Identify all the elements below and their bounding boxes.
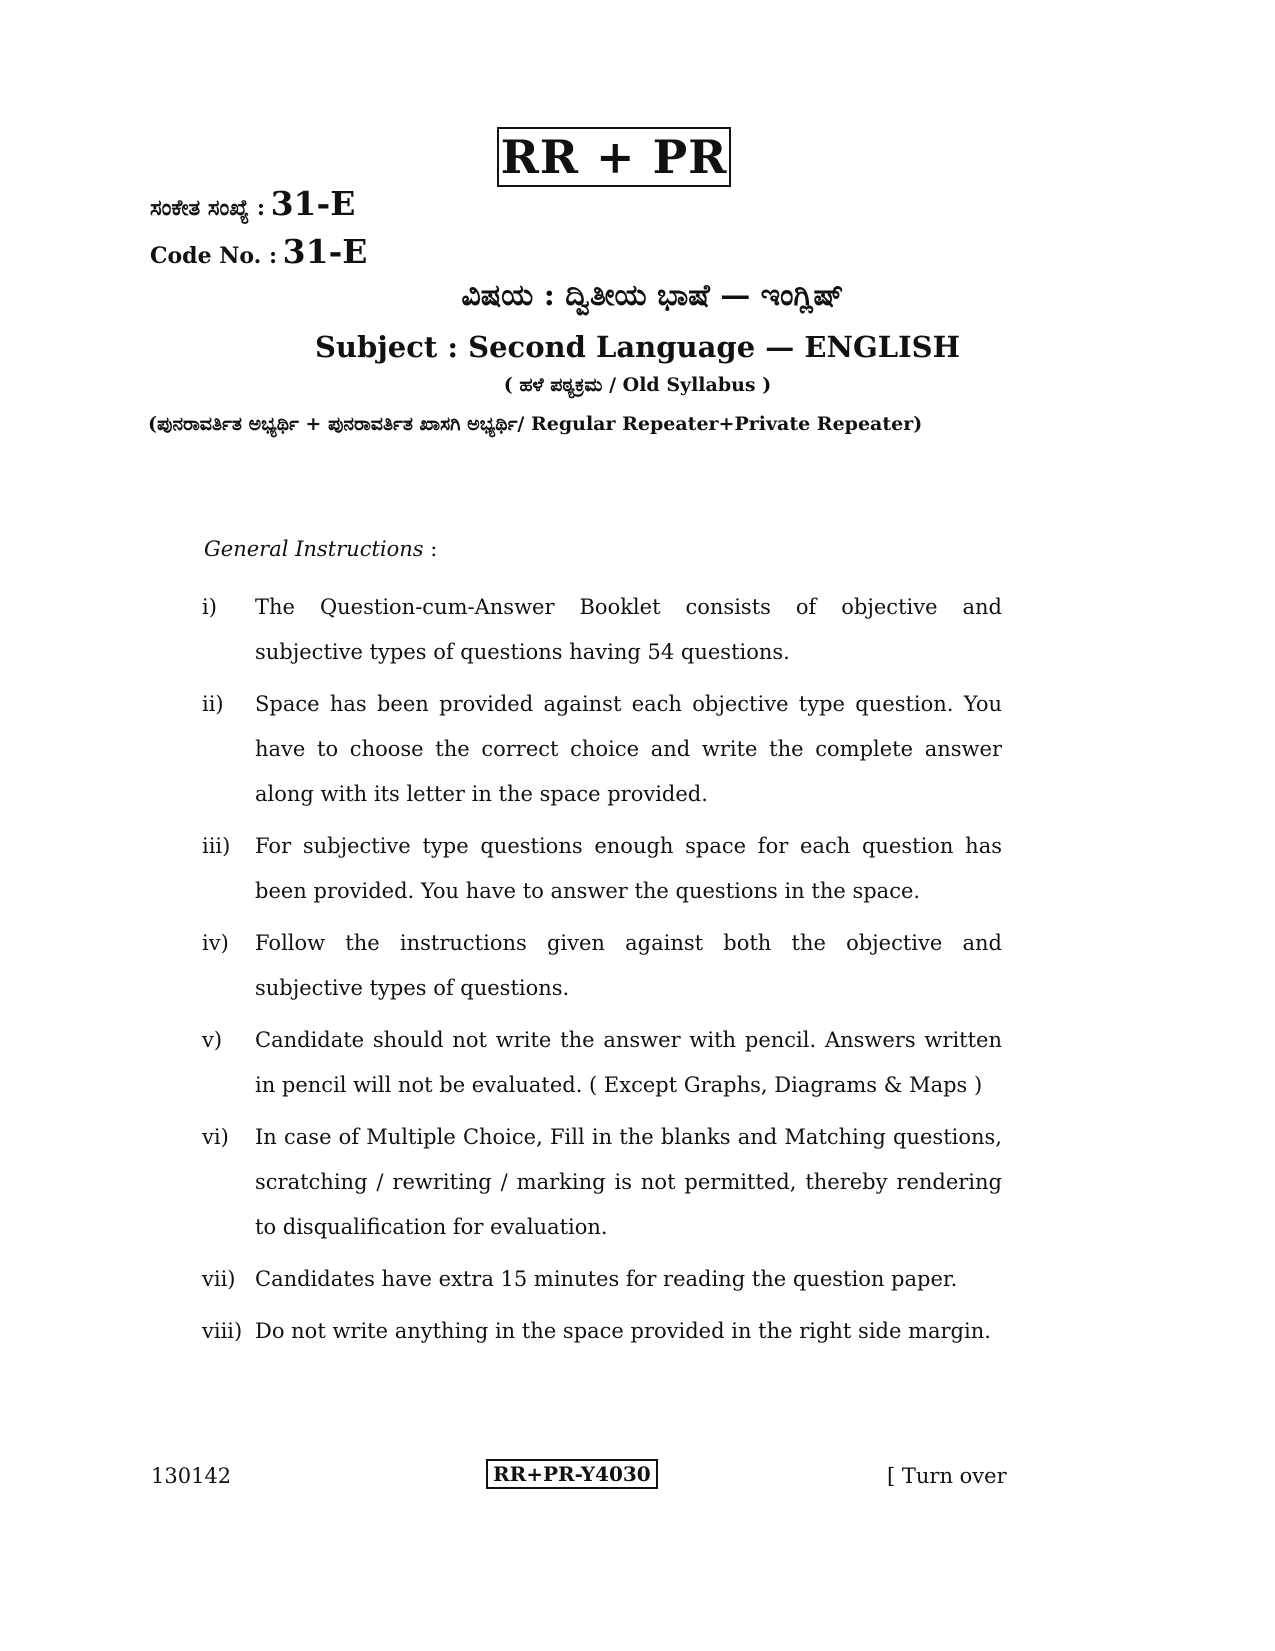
instructions-list (202, 585, 1002, 1361)
code-number-kannada (150, 184, 355, 223)
syllabus-note: ( ಹಳೆ ಪಠ್ಯಕ್ರಮ / Old Syllabus ) (503, 374, 772, 396)
instruction-text: For subjective type questions enough space for each question has been provided. You have to answer the questions in the space. (255, 834, 1002, 903)
instruction-item (202, 1115, 1002, 1250)
instruction-item (202, 1018, 1002, 1108)
instruction-number: ii) (202, 692, 224, 716)
instruction-item (202, 1309, 1002, 1354)
instruction-number: iv) (202, 931, 229, 955)
instruction-text: Space has been provided against each objective type question. You have to choose the correct choice and write the complete answer along with its letter in the space provided. (255, 692, 1002, 806)
instruction-text: Do not write anything in the space provided in the right side margin. (255, 1319, 991, 1343)
code-label-english: Code No. : (150, 243, 278, 269)
instructions-heading-text: General Instructions (204, 537, 424, 561)
footer-turn-over: [ Turn over (887, 1464, 1007, 1488)
instruction-text: In case of Multiple Choice, Fill in the blanks and Matching questions, scratching / rewriting / marking is not permitted, thereby rendering to disqualification for evaluation. (255, 1125, 1002, 1239)
instruction-text: Candidates have extra 15 minutes for reading the question paper. (255, 1267, 958, 1291)
code-label-kannada: ಸಂಕೇತ ಸಂಖ್ಯೆ : (150, 195, 266, 221)
instruction-item (202, 682, 1002, 817)
instruction-item (202, 585, 1002, 675)
instruction-item (202, 1257, 1002, 1302)
subject-title-kannada: ವಿಷಯ : ದ್ವಿತೀಯ ಭಾಷೆ — ಇಂಗ್ಲಿಷ್ (461, 278, 844, 313)
instruction-text: The Question-cum-Answer Booklet consists of objective and subjective types of questions having 54 questions. (255, 595, 1002, 664)
instructions-heading (204, 537, 437, 561)
instruction-item (202, 824, 1002, 914)
instruction-number: viii) (202, 1319, 243, 1343)
instruction-number: vii) (202, 1267, 236, 1291)
code-value-kannada: 31-E (270, 184, 356, 223)
candidate-type-note: (ಪುನರಾವರ್ತಿತ ಅಭ್ಯರ್ಥಿ + ಪುನರಾವರ್ತಿತ ಖಾಸಗಿ ಅಭ್ಯರ್ಥಿ/ Regular Repeater+Private Repeater) (148, 413, 923, 435)
instruction-number: i) (202, 595, 217, 619)
footer-paper-code: RR+PR-Y4030 (486, 1459, 658, 1489)
instructions-heading-colon: : (423, 537, 438, 561)
code-number-english (150, 232, 367, 271)
footer-serial-code: 130142 (151, 1464, 232, 1488)
code-value-english: 31-E (282, 232, 368, 271)
instruction-number: vi) (202, 1125, 229, 1149)
instruction-item (202, 921, 1002, 1011)
subject-title-english: Subject : Second Language — ENGLISH (314, 330, 961, 364)
instruction-text: Candidate should not write the answer with pencil. Answers written in pencil will not be evaluated. ( Except Graphs, Diagrams & Maps ) (255, 1028, 1002, 1097)
instruction-number: v) (202, 1028, 223, 1052)
instruction-number: iii) (202, 834, 231, 858)
exam-code-box: RR + PR (497, 127, 731, 187)
instruction-text: Follow the instructions given against both the objective and subjective types of questions. (255, 931, 1002, 1000)
